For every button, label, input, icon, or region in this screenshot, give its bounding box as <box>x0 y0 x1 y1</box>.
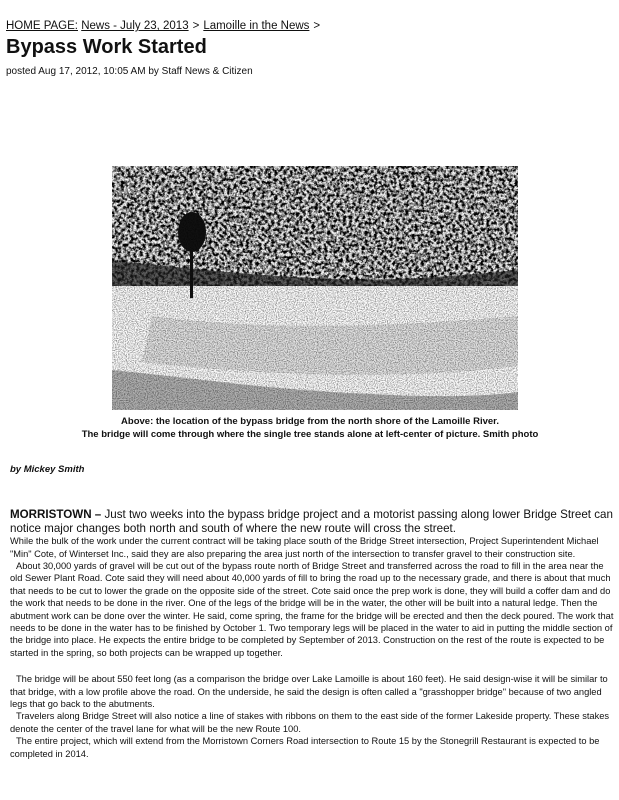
breadcrumb-news-link[interactable]: News - July 23, 2013 <box>81 20 189 32</box>
lead-paragraph <box>10 508 614 535</box>
paragraph-4: Travelers along Bridge Street will also notice a line of stakes with ribbons on them to the east side of the former Lakeside property. These stakes denote the center of the travel lane for what will be the new Route 100. <box>10 711 610 734</box>
breadcrumb <box>6 20 324 32</box>
paragraph-2: About 30,000 yards of gravel will be cut out of the bypass route north of Bridge Street and transferred across the road to fill in the area near the old Sewer Plant Road. Cote said they will need about 40,000 yards of fill to bring the road up to the necessary grade, and there is about that much that needs to be cut to lower the grade on the opposite side of the street. Cote said once the prep work is done, they will build a coffer dam and do the work that needs to be done in the river. One of the legs of the bridge will be in the water, the other will be built into a natural ledge. Then the abutment work can be done over the winter. He said, come spring, the frame for the bridge will be erected and then the deck poured. The work that needs to be done in the water has to be finished by October 1. Two temporary legs will be placed in the water to aid in putting the middle section of the bridge into place. He expects the entire bridge to be completed by September of 2013. Construction on the rest of the route is expected to be started in the spring, so both projects can be wrapped up together. <box>10 561 614 658</box>
breadcrumb-trailing-separator: > <box>313 20 321 32</box>
posted-meta: posted Aug 17, 2012, 10:05 AM by Staff News & Citizen <box>6 66 253 77</box>
byline: by Mickey Smith <box>10 464 85 475</box>
caption-line-1: Above: the location of the bypass bridge from the north shore of the Lamoille River. <box>121 416 499 427</box>
page-title: Bypass Work Started <box>6 36 207 58</box>
paragraph-5: The entire project, which will extend from the Morristown Corners Road intersection to Route 15 by the Stonegrill Restaurant is expected to be completed in 2014. <box>10 736 600 759</box>
lead-text: Just two weeks into the bypass bridge project and a motorist passing along lower Bridge Street can notice major changes both north and south of where the new route will cross the street. <box>10 508 613 535</box>
paragraph-3: The bridge will be about 550 feet long (as a comparison the bridge over Lake Lamoille is about 160 feet). He said design-wise it will be similar to that bridge, with a low profile above the road. On the underside, he said the design is often called a "grasshopper bridge" because of two angled legs that go back to the abutments. <box>10 674 608 710</box>
article-photo <box>112 166 518 410</box>
breadcrumb-home-link[interactable]: HOME PAGE: <box>6 20 78 32</box>
breadcrumb-section-link[interactable]: Lamoille in the News <box>203 20 310 32</box>
paragraph-1: While the bulk of the work under the current contract will be taking place south of the Bridge Street intersection, Project Superintendent Michael "Min" Cote, of Winterset Inc., said they are also preparing the area just north of the intersection to transfer gravel to their construction site. <box>10 536 599 559</box>
dateline: MORRISTOWN – <box>10 508 102 521</box>
caption-line-2: The bridge will come through where the single tree stands alone at left-center of picture. Smith photo <box>81 429 539 440</box>
breadcrumb-separator: > <box>192 20 200 32</box>
article-body <box>10 508 614 760</box>
photo-caption <box>30 415 590 441</box>
